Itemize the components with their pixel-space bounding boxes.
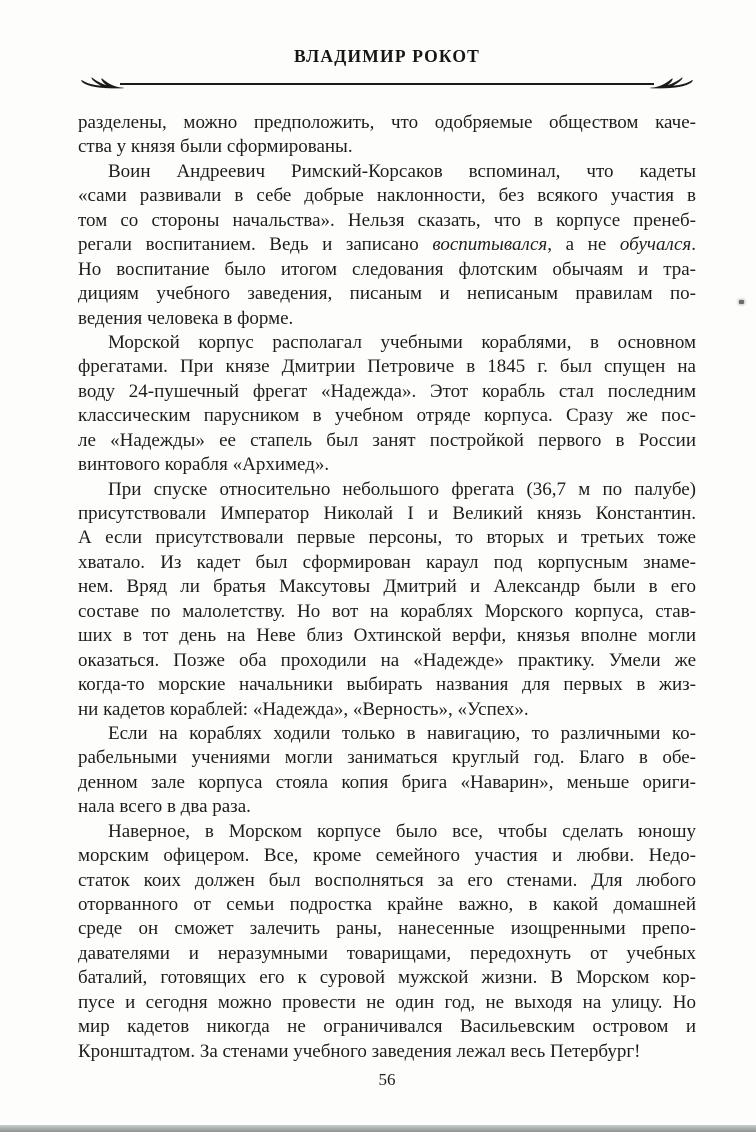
page-body <box>78 111 696 1064</box>
text-line: ни кадетов кораблей: «Надежда», «Верность», «Успех». <box>78 698 529 720</box>
text-line: составе по малолетству. Но вот на кораблях Морского корпуса, став- <box>78 600 696 622</box>
text-line: рабельными учениями могли заниматься круглый год. Благо в обе- <box>78 747 696 769</box>
header-rule <box>78 74 696 94</box>
text-line: среде он сможет залечить раны, нанесенные изощренными препо- <box>78 918 696 940</box>
text-line: пусе и сегодня можно провести не один год, не выходя на улицу. Но <box>78 991 696 1013</box>
header-rule-line <box>120 83 654 85</box>
text-line: морским офицером. Все, кроме семейного участия и любви. Недо- <box>78 845 696 867</box>
text-line: ведения человека в форме. <box>78 307 294 329</box>
author-name: ВЛАДИМИР РОКОТ <box>293 46 481 66</box>
text-line: оказаться. Позже оба проходили на «Надежде» практику. Умели же <box>78 649 696 671</box>
text-line: винтового корабля «Архимед». <box>78 454 330 476</box>
text-line: При спуске относительно небольшого фрегата (36,7 м по палубе) <box>108 478 696 500</box>
text-line: Но воспитание было итогом следования флотским обычаям и тра- <box>78 258 696 280</box>
text-line: фрегатами. При князе Дмитрии Петровиче в 1845 г. был спущен на <box>78 356 696 378</box>
text-line: классическим парусником в учебном отряде корпуса. Сразу же пос- <box>78 405 696 427</box>
text-line: давателями и неразумными товарищами, передохнуть от учебных <box>78 942 696 964</box>
text-line: ших в тот день на Неве близ Охтинской верфи, князья вполне могли <box>78 625 696 647</box>
leaf-flourish-right-icon <box>650 74 696 94</box>
text-line: «сами развивали в себе добрые наклонности, без всякого участия в <box>78 185 696 207</box>
text-line: нем. Вряд ли братья Максутовы Дмитрий и Александр были в его <box>78 576 696 598</box>
text-line: разделены, можно предположить, что одобряемые обществом каче- <box>78 112 696 133</box>
text-line: баталий, готовящих его к суровой мужской жизни. В Морском кор- <box>78 967 696 989</box>
running-head <box>78 46 696 94</box>
page-number: 56 <box>378 1070 396 1089</box>
text-line: Кронштадтом. За стенами учебного заведения лежал весь Петербург! <box>78 1040 641 1062</box>
scan-speck <box>739 300 744 304</box>
text-line: дициям учебного заведения, писаным и неписаным правилам по- <box>78 283 696 305</box>
text-line: ле «Надежды» ее стапель был занят постройкой первого в России <box>78 429 696 451</box>
text-line: денном зале корпуса стояла копия брига «Наварин», меньше ориги- <box>78 771 696 793</box>
text-line: воду 24-пушечный фрегат «Надежда». Этот корабль стал последним <box>78 380 696 402</box>
leaf-flourish-left-icon <box>78 74 124 94</box>
text-line: Если на кораблях ходили только в навигацию, то различными ко- <box>108 722 696 744</box>
text-line: регали воспитанием. Ведь и записано воспитывался, а не обучался. <box>78 234 696 256</box>
text-line: оторванного от семьи подростка крайне важно, в какой домашней <box>78 894 696 915</box>
text-line: присутствовали Император Николай I и Великий князь Константин. <box>78 503 696 524</box>
text-line: статок коих должен был восполняться за его стенами. Для любого <box>78 869 696 891</box>
scan-edge <box>0 1125 756 1132</box>
text-line: Воин Андреевич Римский-Корсаков вспоминал, что кадеты <box>108 160 696 182</box>
text-line: Наверное, в Морском корпусе было все, чтобы сделать юношу <box>108 820 696 842</box>
text-line: когда-то морские начальники выбирать названия для первых в жиз- <box>78 674 696 696</box>
text-line: ства у князя были сформированы. <box>78 136 353 158</box>
text-line: мир кадетов никогда не ограничивался Васильевским островом и <box>78 1016 696 1038</box>
text-line: А если присутствовали первые персоны, то вторых и третьих тоже <box>78 527 696 549</box>
text-line: том со стороны начальства». Нельзя сказать, что в корпусе пренеб- <box>78 209 696 231</box>
text-line: нала всего в два раза. <box>78 796 251 818</box>
text-line: хватало. Из кадет был сформирован караул под корпусным знаме- <box>78 551 696 573</box>
text-line: Морской корпус располагал учебными кораблями, в основном <box>108 331 696 353</box>
